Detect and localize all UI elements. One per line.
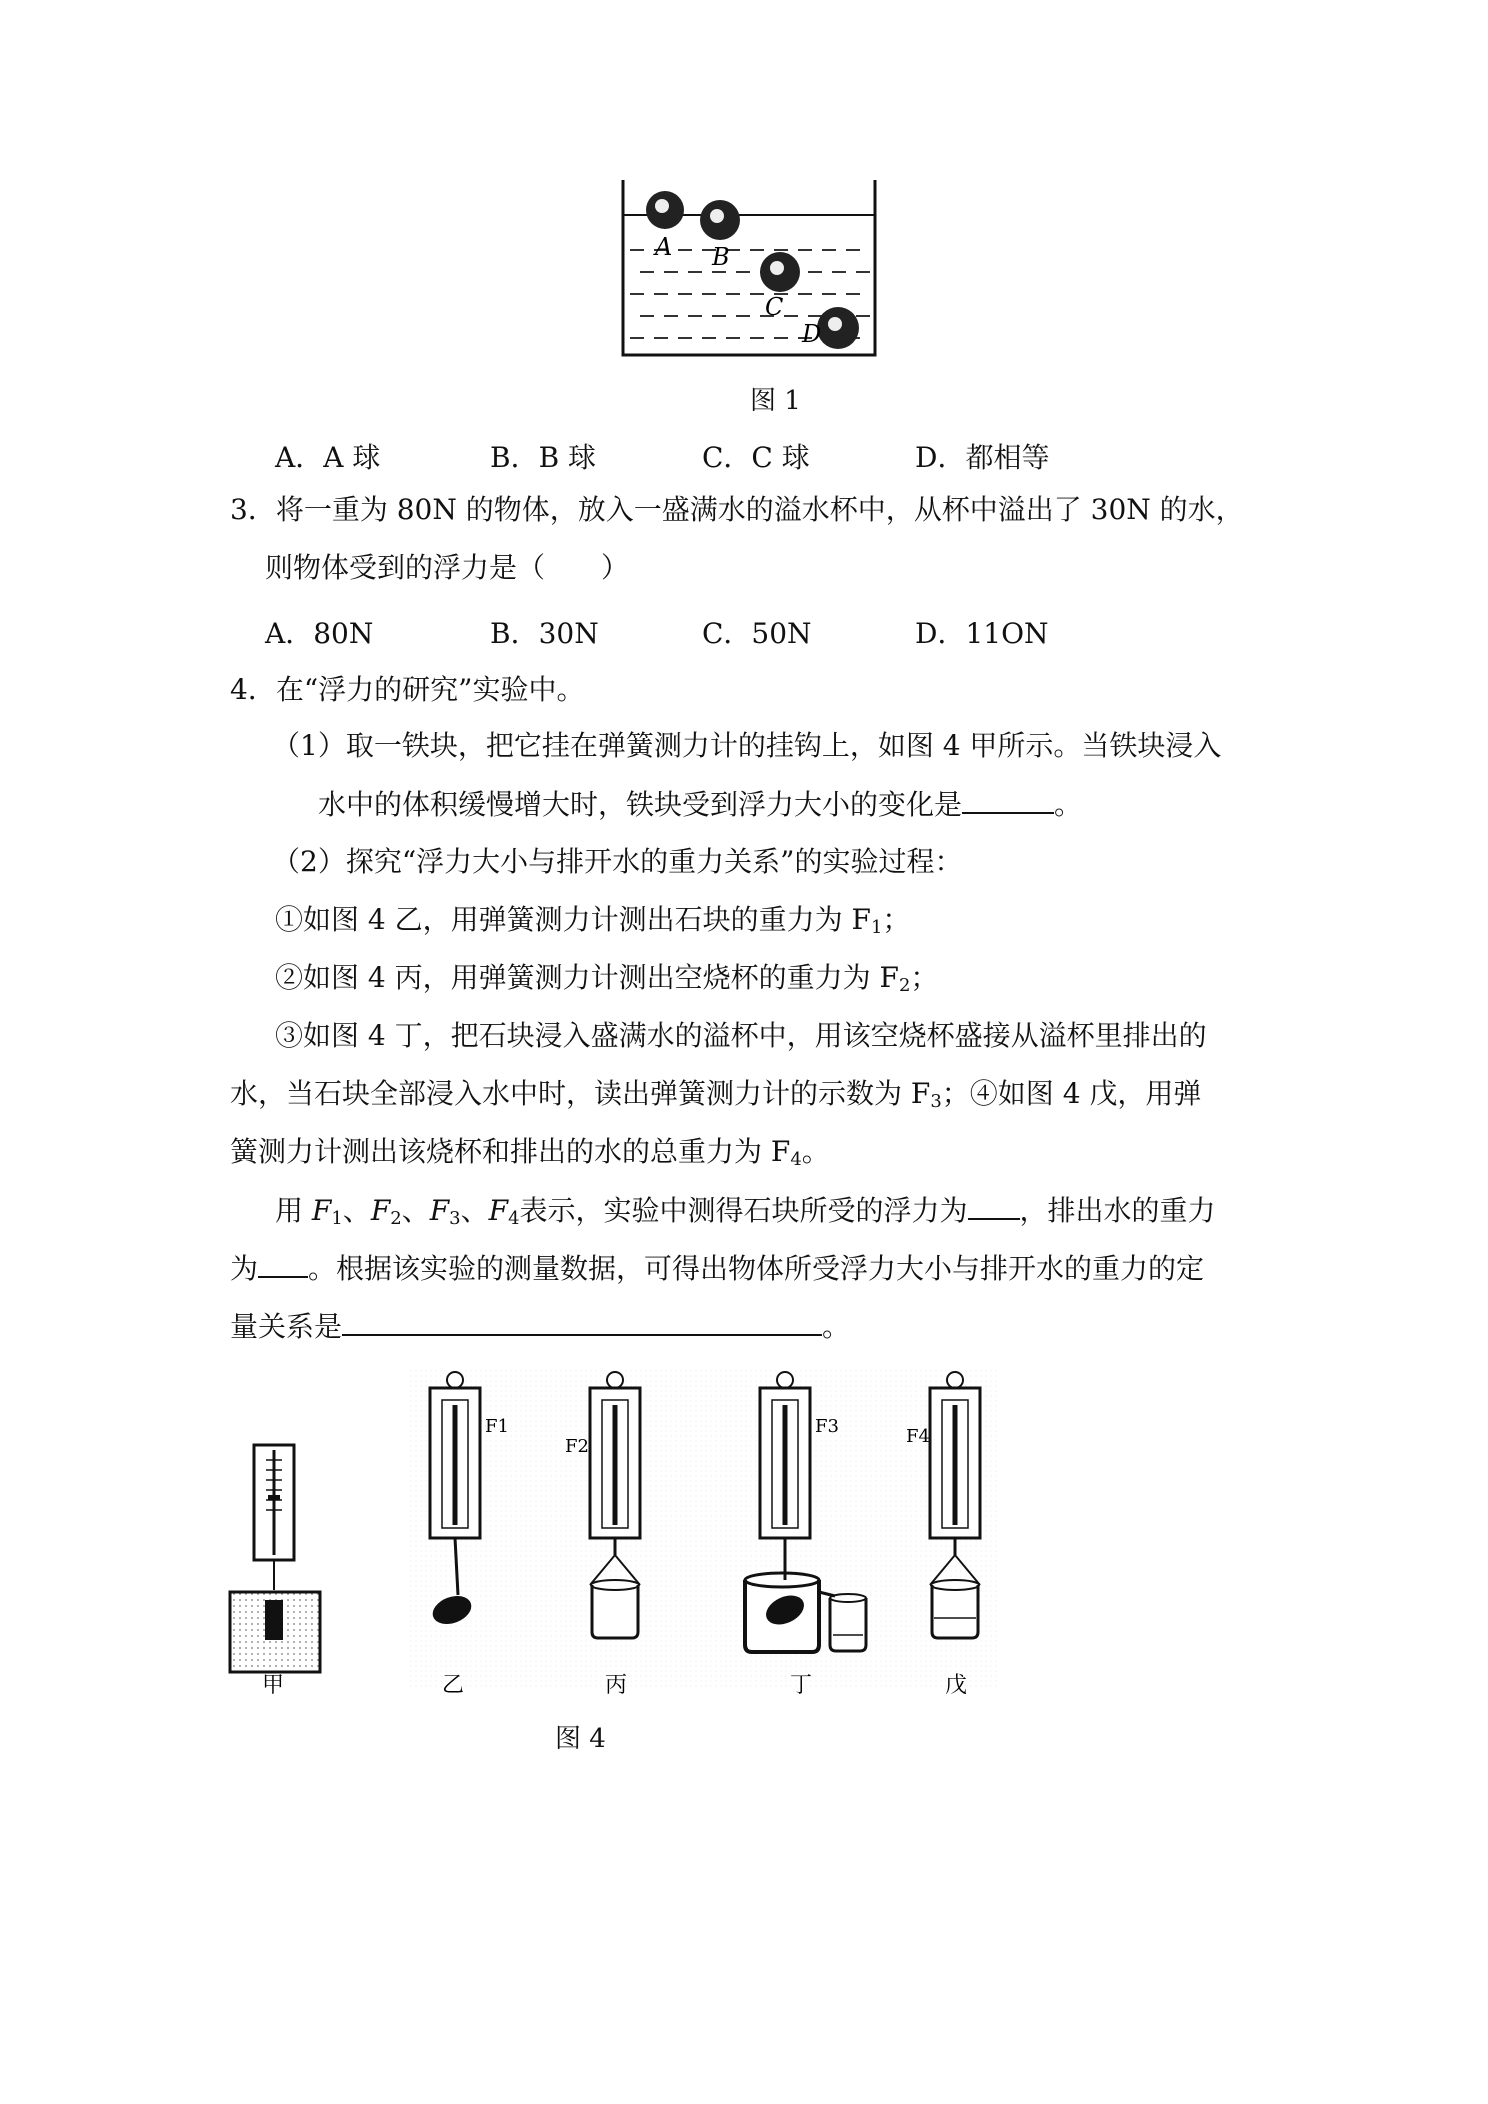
panel-label-yi: 乙 xyxy=(442,1673,465,1698)
q4-step3-line2: 水，当石块全部浸入水中时，读出弹簧测力计的示数为 $F_3$；④如图 4 戊，用弹 xyxy=(230,1077,1202,1112)
answer-blank-3[interactable] xyxy=(258,1248,308,1278)
q4-formula-line2: 为 。根据该实验的测量数据，可得出物体所受浮力大小与排开水的重力的定 xyxy=(230,1248,1204,1289)
force-label-f4: F4 xyxy=(906,1426,930,1447)
q2-option-b: B．B 球 xyxy=(490,441,597,474)
panel-label-jia: 甲 xyxy=(262,1673,285,1698)
figure-4-illustration xyxy=(220,1370,1020,1715)
q4-title: 4．在“浮力的研究”实验中。 xyxy=(230,673,585,706)
ball-label-a: A xyxy=(655,233,673,261)
q3-option-b: B．30N xyxy=(490,617,599,650)
figure-1-caption: 图 1 xyxy=(750,386,801,416)
answer-blank-2[interactable] xyxy=(968,1190,1020,1220)
panel-label-wu: 戊 xyxy=(945,1673,968,1698)
q4-formula-line1: 用 $F_1$、$F_2$、$F_3$、$F_4$表示，实验中测得石块所受的浮力为 ，排出水的重力 xyxy=(275,1190,1216,1239)
figure-4-caption: 图 4 xyxy=(555,1724,606,1754)
q3-option-c: C．50N xyxy=(702,617,812,650)
ball-label-d: D xyxy=(802,320,822,348)
force-label-f1: F1 xyxy=(485,1416,509,1437)
q2-option-c: C．C 球 xyxy=(702,441,810,474)
q4-part1-line1: （1）取一铁块，把它挂在弹簧测力计的挂钩上，如图 4 甲所示。当铁块浸入 xyxy=(272,729,1222,762)
q2-option-a: A．A 球 xyxy=(275,441,381,474)
answer-blank-1[interactable] xyxy=(962,784,1054,814)
q3-line-2: 则物体受到的浮力是（ ） xyxy=(265,551,630,584)
force-label-f2: F2 xyxy=(565,1436,589,1457)
panel-label-bing: 丙 xyxy=(605,1673,628,1698)
ball-label-b: B xyxy=(712,243,730,271)
q4-part2: （2）探究“浮力大小与排开水的重力关系”的实验过程： xyxy=(272,845,963,878)
q3-line-1: 3．将一重为 80N 的物体，放入一盛满水的溢水杯中，从杯中溢出了 30N 的水， xyxy=(230,493,1244,526)
q4-step2: ②如图 4 丙，用弹簧测力计测出空烧杯的重力为 $F_2$； xyxy=(275,961,939,996)
q4-step3-line1: ③如图 4 丁，把石块浸入盛满水的溢杯中，用该空烧杯盛接从溢杯里排出的 xyxy=(275,1019,1207,1052)
q4-step3-line3: 簧测力计测出该烧杯和排出的水的总重力为 $F_4$。 xyxy=(230,1135,830,1170)
answer-blank-4[interactable] xyxy=(342,1306,822,1336)
panel-wu xyxy=(930,1372,980,1638)
q3-option-a: A．80N xyxy=(265,617,374,650)
q4-part1-line2: 水中的体积缓慢增大时，铁块受到浮力大小的变化是 。 xyxy=(318,784,1082,825)
force-label-f3: F3 xyxy=(815,1416,839,1437)
panel-bing xyxy=(590,1372,640,1638)
q4-formula-line3: 量关系是 。 xyxy=(230,1306,850,1347)
q2-option-d: D．都相等 xyxy=(915,441,1050,474)
ball-label-c: C xyxy=(765,293,784,321)
figure-1-illustration xyxy=(620,180,880,360)
panel-label-ding: 丁 xyxy=(790,1673,813,1698)
q3-option-d: D．11ON xyxy=(915,617,1049,650)
q4-step1: ①如图 4 乙，用弹簧测力计测出石块的重力为 $F_1$； xyxy=(275,903,911,938)
panel-jia xyxy=(230,1445,320,1672)
